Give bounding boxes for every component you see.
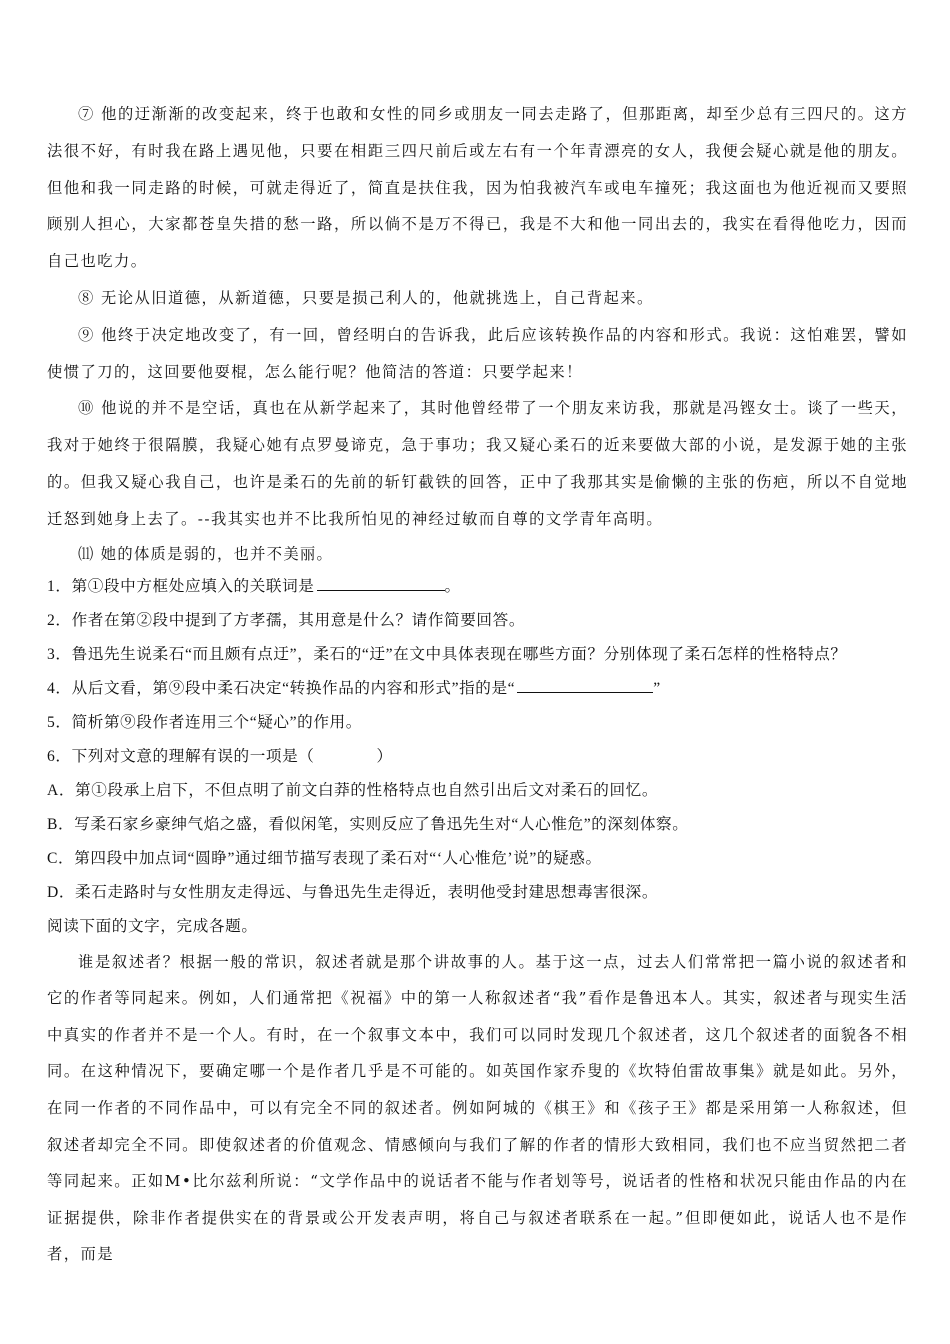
question-4-end: ”	[653, 679, 661, 697]
question-1-text: 1．第①段中方框处应填入的关联词是	[47, 577, 315, 595]
question-4	[47, 672, 908, 706]
question-3: 3．鲁迅先生说柔石“而且颇有点迂”，柔石的“迂”在文中具体表现在哪些方面？分别体现了柔石怎样的性格特点？	[47, 645, 847, 663]
option-c: C．第四段中加点词“圆睁”通过细节描写表现了柔石对“‘人心惟危’说”的疑惑。	[47, 849, 602, 867]
passage-two-paragraph-1: 谁是叙述者？根据一般的常识，叙述者就是那个讲故事的人。基于这一点，过去人们常常把一篇小说的叙述者和它的作者等同起来。例如，人们通常把《祝福》中的第一人称叙述者“我”看作是鲁迅本人。其实，叙述者与现实生活中真实的作者并不是一个人。有时，在一个叙事文本中，我们可以同时发现几个叙述者，这几个叙述者的面貌各不相同。在这种情况下，要确定哪一个是作者几乎是不可能的。如英国作家乔叟的《坎特伯雷故事集》就是如此。另外，在同一作者的不同作品中，可以有完全不同的叙述者。例如阿城的《棋王》和《孩子王》都是采用第一人称叙述，但叙述者却完全不同。即使叙述者的价值观念、情感倾向与我们了解的作者的情形大致相同，我们也不应当贸然把二者等同起来。正如M•比尔兹利所说：“文学作品中的说话者不能与作者划等号，说话者的性格和状况只能由作品的内在证据提供，除非作者提供实在的背景或公开发表声明，将自己与叙述者联系在一起。”但即便如此，说话人也不是作者，而是	[47, 952, 908, 1264]
question-6-text: 6．下列对文意的理解有误的一项是（	[47, 747, 315, 765]
question-4-text: 4．从后文看，第⑨段中柔石决定“转换作品的内容和形式”指的是“	[47, 679, 516, 697]
paragraph-8: ⑧ 无论从旧道德，从新道德，只要是损己利人的，他就挑选上，自己背起来。	[78, 288, 654, 307]
question-list	[47, 570, 908, 910]
paragraph-11: ⑾ 她的体质是弱的，也并不美丽。	[78, 544, 334, 563]
option-d: D．柔石走路时与女性朋友走得远、与鲁迅先生走得近，表明他受封建思想毒害很深。	[47, 883, 659, 901]
question-1-end: 。	[444, 577, 461, 595]
question-2: 2．作者在第②段中提到了方孝孺，其用意是什么？请作简要回答。	[47, 611, 526, 629]
paragraph-7: ⑦ 他的迂渐渐的改变起来，终于也敢和女性的同乡或朋友一同去走路了，但那距离，却至少总有三四尺的。这方法很不好，有时我在路上遇见他，只要在相距三四尺前后或左右有一个年青漂亮的女人，我便会疑心就是他的朋友。但他和我一同走路的时候，可就走得近了，简直是扶住我，因为怕我被汽车或电车撞死；我这面也为他近视而又要照顾别人担心，大家都苍皇失措的愁一路，所以倘不是万不得已，我是不大和他一同出去的，我实在看得他吃力，因而自己也吃力。	[47, 105, 908, 271]
question-1	[47, 570, 908, 604]
option-b: B．写柔石家乡豪绅气焰之盛，看似闲笔，实则反应了鲁迅先生对“人心惟危”的深刻体察。	[47, 815, 689, 833]
answer-blank-1[interactable]	[317, 577, 445, 591]
reading-instruction: 阅读下面的文字，完成各题。	[47, 917, 258, 935]
paragraph-9: ⑨ 他终于决定地改变了，有一回，曾经明白的告诉我，此后应该转换作品的内容和形式。我说：这怕难罢，譬如使惯了刀的，这回要他耍棍，怎么能行呢？他简洁的答道：只要学起来！	[47, 325, 908, 381]
question-6	[47, 740, 908, 774]
question-5: 5．简析第⑨段作者连用三个“疑心”的作用。	[47, 713, 362, 731]
paragraph-10: ⑩ 他说的并不是空话，真也在从新学起来了，其时他曾经带了一个朋友来访我，那就是冯铿女士。谈了一些天，我对于她终于很隔膜，我疑心她有点罗曼谛克，急于事功；我又疑心柔石的近来要做大部的小说，是发源于她的主张的。但我又疑心我自己，也许是柔石的先前的斩钉截铁的回答，正中了我那其实是偷懒的主张的伤疤，所以不自觉地迁怒到她身上去了。--我其实也并不比我所怕见的神经过敏而自尊的文学青年高明。	[47, 399, 908, 528]
option-a: A．第①段承上启下，不但点明了前文白莽的性格特点也自然引出后文对柔石的回忆。	[47, 781, 659, 799]
question-6-end: ）	[376, 747, 393, 765]
answer-blank-4[interactable]	[517, 679, 653, 693]
